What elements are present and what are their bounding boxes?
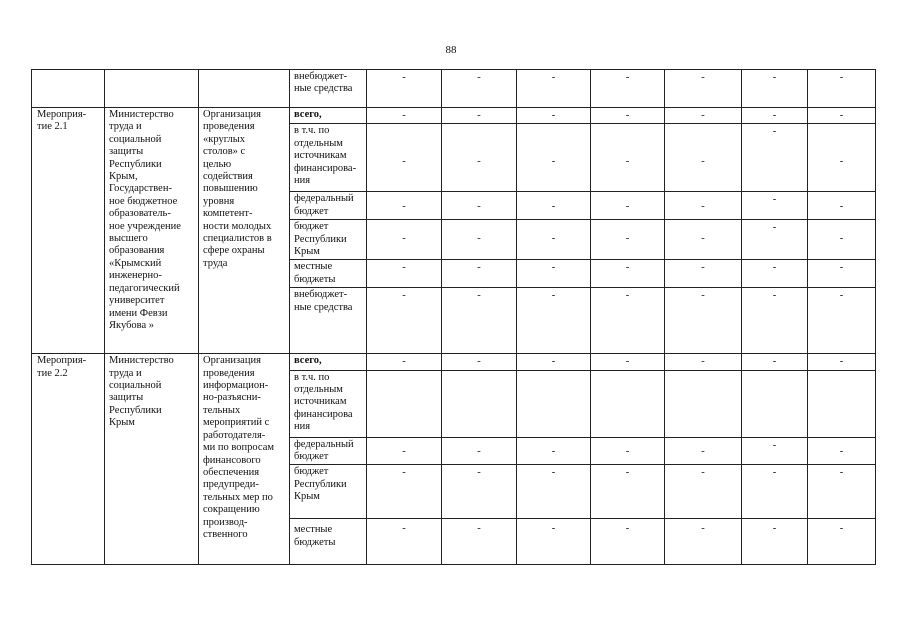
value-cell: -	[367, 437, 442, 465]
value-cell: -	[742, 354, 808, 370]
value-cell: -	[367, 260, 442, 288]
value-cell: -	[665, 220, 742, 260]
value-cell: -	[367, 519, 442, 565]
value-cell: -	[367, 220, 442, 260]
value-cell: -	[742, 288, 808, 354]
value-cell: -	[517, 288, 591, 354]
value-cell: -	[665, 260, 742, 288]
value-cell: -	[367, 465, 442, 519]
value-cell: -	[742, 465, 808, 519]
value-cell: -	[442, 288, 517, 354]
value-cell: -	[808, 220, 876, 260]
value-cell: -	[517, 465, 591, 519]
value-cell: -	[442, 354, 517, 370]
value-cell: -	[808, 192, 876, 220]
value-cell: -	[517, 220, 591, 260]
funding-source-cell: в т.ч. по отдельным источникам финансирова- ния	[290, 124, 367, 192]
value-cell: -	[517, 124, 591, 192]
value-cell: -	[517, 437, 591, 465]
value-cell	[517, 370, 591, 437]
measure-content-cell: Организация проведения информацион- но-разъясни- тельных мероприятий с работодателя- ми по вопросам финансового обеспечения предупреди- тельных мер по сокращению производ- ственного	[199, 354, 290, 565]
value-cell: -	[442, 519, 517, 565]
measure-content-cell: Организация проведения «круглых столов» с целью содействия повышению уровня компетент- ности молодых специалистов в сфере охраны труда	[199, 108, 290, 354]
value-cell: -	[442, 437, 517, 465]
value-cell: -	[665, 354, 742, 370]
funding-source-cell: бюджет Республики Крым	[290, 465, 367, 519]
value-cell: -	[591, 124, 665, 192]
value-cell	[742, 370, 808, 437]
value-cell: -	[591, 70, 665, 108]
value-cell: -	[442, 465, 517, 519]
table-row-continuation	[32, 70, 876, 108]
value-cell: -	[742, 70, 808, 108]
value-cell: -	[665, 108, 742, 124]
value-cell: -	[591, 108, 665, 124]
value-cell: -	[665, 70, 742, 108]
funding-source-cell: внебюджет- ные средства	[290, 288, 367, 354]
value-cell: -	[367, 192, 442, 220]
funding-source-cell: местные бюджеты	[290, 260, 367, 288]
financing-table	[31, 69, 876, 565]
funding-source-cell: бюджет Республики Крым	[290, 220, 367, 260]
value-cell: -	[591, 465, 665, 519]
value-cell: -	[665, 465, 742, 519]
value-cell: -	[442, 70, 517, 108]
value-cell: -	[367, 354, 442, 370]
value-cell: -	[591, 519, 665, 565]
value-cell: -	[442, 192, 517, 220]
value-cell: -	[808, 465, 876, 519]
value-cell: -	[742, 260, 808, 288]
value-cell: -	[665, 437, 742, 465]
table-row-measure-2-1-total	[32, 108, 876, 124]
measure-name-cell: Мероприя- тие 2.2	[32, 354, 105, 565]
funding-source-cell: в т.ч. по отдельным источникам финансирова ния	[290, 370, 367, 437]
executor-cell: Министерство труда и социальной защиты Республики Крым, Государствен- ное бюджетное образователь- ное учреждение высшего образования «Крымский инженерно- педагогический университет имени Февзи Якубова »	[105, 108, 199, 354]
funding-source-cell: местные бюджеты	[290, 519, 367, 565]
value-cell: -	[442, 124, 517, 192]
value-cell: -	[517, 519, 591, 565]
value-cell: -	[367, 124, 442, 192]
funding-source-cell: федеральный бюджет	[290, 192, 367, 220]
value-cell: -	[665, 288, 742, 354]
value-cell	[665, 370, 742, 437]
value-cell: -	[742, 124, 808, 192]
value-cell: -	[517, 192, 591, 220]
value-cell: -	[367, 108, 442, 124]
value-cell: -	[591, 260, 665, 288]
cell-empty	[32, 70, 105, 108]
value-cell	[808, 370, 876, 437]
value-cell: -	[517, 108, 591, 124]
cell-empty	[199, 70, 290, 108]
value-cell: -	[808, 288, 876, 354]
value-cell: -	[517, 70, 591, 108]
cell-empty	[105, 70, 199, 108]
value-cell: -	[665, 192, 742, 220]
value-cell: -	[742, 220, 808, 260]
value-cell: -	[742, 108, 808, 124]
value-cell: -	[808, 519, 876, 565]
funding-source-cell: всего,	[290, 354, 367, 370]
value-cell: -	[442, 220, 517, 260]
value-cell: -	[665, 124, 742, 192]
value-cell: -	[591, 437, 665, 465]
value-cell: -	[517, 354, 591, 370]
measure-name-cell: Мероприя- тие 2.1	[32, 108, 105, 354]
value-cell: -	[442, 260, 517, 288]
value-cell: -	[665, 519, 742, 565]
value-cell	[591, 370, 665, 437]
value-cell: -	[367, 70, 442, 108]
page-number: 88	[445, 44, 457, 56]
funding-source-cell: всего,	[290, 108, 367, 124]
value-cell: -	[742, 519, 808, 565]
value-cell: -	[808, 108, 876, 124]
value-cell: -	[591, 288, 665, 354]
value-cell	[442, 370, 517, 437]
value-cell: -	[591, 192, 665, 220]
value-cell: -	[808, 354, 876, 370]
value-cell: -	[517, 260, 591, 288]
value-cell: -	[808, 70, 876, 108]
value-cell: -	[742, 437, 808, 465]
value-cell: -	[591, 354, 665, 370]
value-cell	[367, 370, 442, 437]
value-cell: -	[808, 124, 876, 192]
funding-source-cell: федеральный бюджет	[290, 437, 367, 465]
executor-cell: Министерство труда и социальной защиты Республики Крым	[105, 354, 199, 565]
value-cell: -	[808, 260, 876, 288]
value-cell: -	[808, 437, 876, 465]
table-row-measure-2-2-total	[32, 354, 876, 370]
funding-source-cell: внебюджет- ные средства	[290, 70, 367, 108]
value-cell: -	[367, 288, 442, 354]
value-cell: -	[442, 108, 517, 124]
value-cell: -	[591, 220, 665, 260]
value-cell: -	[742, 192, 808, 220]
